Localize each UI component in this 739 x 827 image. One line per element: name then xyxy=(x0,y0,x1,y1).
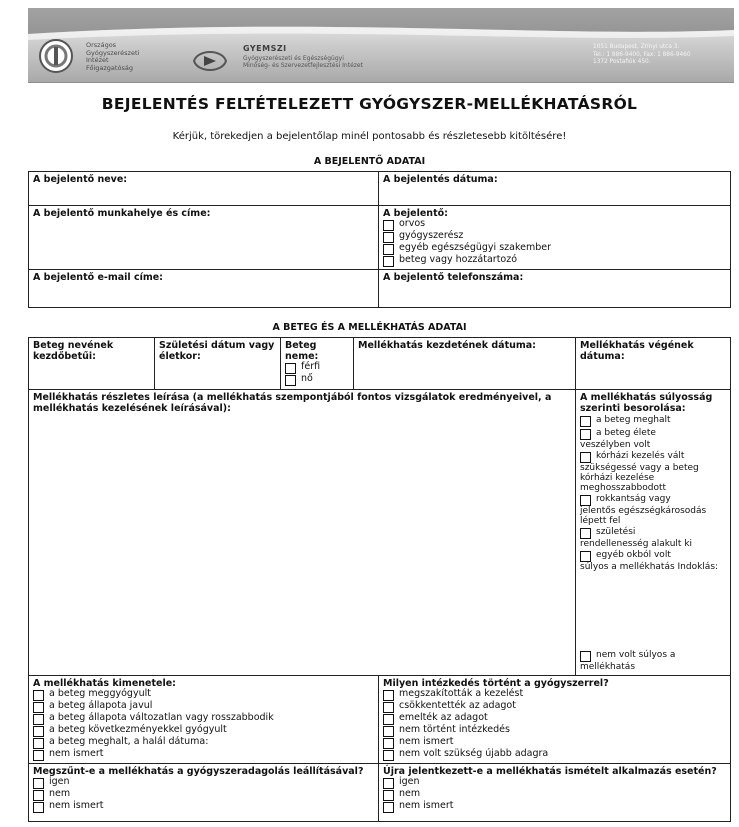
checkbox-icon[interactable] xyxy=(383,726,394,737)
patient-initials-label: Beteg nevének kezdőbetűi: xyxy=(33,340,114,362)
option-label: nem ismert xyxy=(399,736,454,747)
option-label: a beteg meghalt xyxy=(596,415,671,425)
checkbox-icon[interactable] xyxy=(383,738,394,749)
checkbox-icon[interactable] xyxy=(580,528,591,539)
reporter-table xyxy=(28,171,731,308)
option-label: születési xyxy=(596,527,636,537)
option-label: a beteg meggyógyult xyxy=(49,688,151,699)
option-label: egyéb okból volt xyxy=(596,550,671,560)
checkbox-icon[interactable] xyxy=(285,375,296,386)
reporter-workplace-field[interactable] xyxy=(29,206,379,270)
option-label: a beteg állapota változatlan vagy rosszabbodik xyxy=(49,712,274,723)
reporter-name-field[interactable] xyxy=(29,172,379,206)
checkbox-icon[interactable] xyxy=(33,750,44,761)
option-label: kórházi kezelés vált xyxy=(596,451,685,461)
sex-option-female[interactable] xyxy=(285,374,349,386)
rechallenge-cell xyxy=(379,764,731,822)
dechallenge-option-unknown[interactable] xyxy=(33,801,374,813)
dechallenge-label: Megszűnt-e a mellékhatás a gyógyszeradagolás leállításával? xyxy=(33,766,364,777)
option-label: nem volt súlyos a xyxy=(596,650,676,660)
checkbox-icon[interactable] xyxy=(383,702,394,713)
reporter-phone-field[interactable] xyxy=(379,270,731,308)
checkbox-icon[interactable] xyxy=(580,495,591,506)
option-label: a beteg következményekkel gyógyult xyxy=(49,724,227,735)
option-label: nő xyxy=(301,373,313,384)
address-block xyxy=(593,44,691,67)
ogyi-logo-icon xyxy=(38,38,74,74)
action-label: Milyen intézkedés történt a gyógyszerrel? xyxy=(383,678,609,689)
reaction-onset-field[interactable] xyxy=(354,338,576,390)
checkbox-icon[interactable] xyxy=(33,690,44,701)
option-label: egyéb egészségügyi szakember xyxy=(399,242,552,253)
address-line: Tel.: 1 886-9400, Fax: 1 886-9460 xyxy=(593,51,691,58)
checkbox-icon[interactable] xyxy=(285,363,296,374)
option-label: orvos xyxy=(399,218,426,229)
address-line: 1051 Budapest, Zrínyi utca 3. xyxy=(593,44,680,50)
option-label-continued: jelentős egészségkárosodás lépett fel xyxy=(580,506,707,526)
checkbox-icon[interactable] xyxy=(383,750,394,761)
section-heading-reporter: A BEJELENTŐ ADATAI xyxy=(313,156,426,167)
checkbox-icon[interactable] xyxy=(580,416,591,427)
checkbox-icon[interactable] xyxy=(33,702,44,713)
checkbox-icon[interactable] xyxy=(383,690,394,701)
checkbox-icon[interactable] xyxy=(33,778,44,789)
dechallenge-option-yes[interactable] xyxy=(33,777,374,789)
section-heading-patient: A BETEG ÉS A MELLÉKHATÁS ADATAI xyxy=(272,322,467,333)
sex-option-male[interactable] xyxy=(285,362,349,374)
gyemszi-subtitle xyxy=(243,55,363,69)
reaction-onset-label: Mellékhatás kezdetének dátuma: xyxy=(358,340,536,351)
checkbox-icon[interactable] xyxy=(580,429,591,440)
org1-line: Főigazgatóság xyxy=(86,63,133,72)
outcome-cell xyxy=(29,676,379,764)
checkbox-icon[interactable] xyxy=(383,714,394,725)
option-label: férfi xyxy=(301,361,321,372)
patient-birth-field[interactable] xyxy=(155,338,281,390)
org2-line: Minőség- és Szervezetfejlesztési Intézet xyxy=(243,62,363,69)
checkbox-icon[interactable] xyxy=(33,738,44,749)
severity-option-disability[interactable] xyxy=(580,494,726,526)
report-date-label: A bejelentés dátuma: xyxy=(383,174,498,185)
checkbox-icon[interactable] xyxy=(383,232,394,243)
severity-option-not-serious[interactable] xyxy=(580,649,725,672)
rechallenge-option-unknown[interactable] xyxy=(383,801,726,813)
checkbox-icon[interactable] xyxy=(580,452,591,463)
severity-option-hospitalization[interactable] xyxy=(580,451,726,493)
severity-option-died[interactable] xyxy=(580,415,726,427)
checkbox-icon[interactable] xyxy=(33,714,44,725)
option-label: csökkentették az adagot xyxy=(399,700,516,711)
reaction-description-label: Mellékhatás részletes leírása (a mellékhatás szempontjából fontos vizsgálatok eredményeivel, a mellékhatás kezelésének leírásával): xyxy=(33,392,552,414)
outcome-label: A mellékhatás kimenetele: xyxy=(33,678,176,689)
option-label: nem ismert xyxy=(399,800,454,811)
gyemszi-logo-icon xyxy=(188,46,232,76)
option-label: rokkantság vagy xyxy=(596,494,671,504)
reporter-workplace-label: A bejelentő munkahelye és címe: xyxy=(33,208,211,219)
checkbox-icon[interactable] xyxy=(580,551,591,562)
option-label: a beteg meghalt, a halál dátuma: xyxy=(49,736,209,747)
checkbox-icon[interactable] xyxy=(33,726,44,737)
option-label: emelték az adagot xyxy=(399,712,488,723)
patient-birth-label: Születési dátum vagy életkor: xyxy=(159,340,275,362)
reporter-type-cell xyxy=(379,206,731,270)
option-label: nem volt szükség újabb adagra xyxy=(399,748,549,759)
option-label: beteg vagy hozzátartozó xyxy=(399,254,518,265)
org1-line: Országos xyxy=(86,41,117,49)
option-label: a beteg élete xyxy=(596,428,656,438)
reaction-end-field[interactable] xyxy=(576,338,731,390)
gyemszi-name: GYEMSZI xyxy=(243,44,287,53)
reporter-type-label: A bejelentő: xyxy=(383,208,448,219)
option-label-continued: veszélyben volt xyxy=(580,440,651,450)
patient-sex-label: Beteg neme: xyxy=(285,340,319,362)
patient-initials-field[interactable] xyxy=(29,338,155,390)
option-label-continued: mellékhatás xyxy=(580,662,636,672)
checkbox-icon[interactable] xyxy=(383,790,394,801)
option-label: nem ismert xyxy=(49,800,104,811)
reporter-name-label: A bejelentő neve: xyxy=(33,174,128,185)
org2-line: Gyógyszerészeti és Egészségügyi xyxy=(243,55,344,62)
reporter-email-field[interactable] xyxy=(29,270,379,308)
rechallenge-option-yes[interactable] xyxy=(383,777,726,789)
checkbox-icon[interactable] xyxy=(383,802,394,813)
option-label-continued: rendellenesség alakult ki xyxy=(580,539,693,549)
rechallenge-label: Újra jelentkezett-e a mellékhatás ismételt alkalmazás esetén? xyxy=(383,766,717,777)
option-label: nem történt intézkedés xyxy=(399,724,510,735)
severity-label: A mellékhatás súlyosság szerinti besorolása: xyxy=(580,392,713,414)
address-line: 1372 Postafiók 450. xyxy=(593,59,651,65)
reporter-phone-label: A bejelentő telefonszáma: xyxy=(383,272,524,283)
checkbox-icon[interactable] xyxy=(383,220,394,231)
option-label: nem ismert xyxy=(49,748,104,759)
org1-line: Intézet xyxy=(86,56,109,64)
outcome-table xyxy=(28,675,731,822)
outcome-option-unknown[interactable] xyxy=(33,749,374,761)
document-title: BEJELENTÉS FELTÉTELEZETT GYÓGYSZER-MELLÉKHATÁSRÓL xyxy=(101,95,638,113)
severity-cell xyxy=(576,390,731,676)
reporter-email-label: A bejelentő e-mail címe: xyxy=(33,272,163,283)
reaction-description-field[interactable] xyxy=(29,390,576,676)
ogyi-name xyxy=(86,42,139,72)
checkbox-icon[interactable] xyxy=(383,256,394,267)
checkbox-icon[interactable] xyxy=(33,802,44,813)
report-date-field[interactable] xyxy=(379,172,731,206)
option-label-continued: szükségessé vagy a beteg kórházi kezelése meghosszabbodott xyxy=(580,463,699,493)
checkbox-icon[interactable] xyxy=(33,790,44,801)
patient-sex-cell xyxy=(281,338,354,390)
severity-option-life-threatening[interactable] xyxy=(580,428,726,450)
severity-option-congenital[interactable] xyxy=(580,527,726,549)
severity-option-other[interactable] xyxy=(580,550,726,572)
action-cell xyxy=(379,676,731,764)
instruction-text: Kérjük, törekedjen a bejelentőlap minél pontosabb és részletesebb kitöltésére! xyxy=(172,131,567,142)
checkbox-icon[interactable] xyxy=(383,778,394,789)
patient-reaction-table xyxy=(28,337,731,676)
dechallenge-cell xyxy=(29,764,379,822)
org1-line: Gyógyszerészeti xyxy=(86,48,140,57)
reaction-end-label: Mellékhatás végének dátuma: xyxy=(580,340,694,362)
option-label: igen xyxy=(399,776,420,787)
option-label: igen xyxy=(49,776,70,787)
letterhead xyxy=(28,8,734,83)
checkbox-icon[interactable] xyxy=(383,244,394,255)
reporter-option-patient[interactable] xyxy=(383,255,726,267)
option-label-continued: súlyos a mellékhatás Indoklás: xyxy=(580,562,719,572)
option-label: a beteg állapota javul xyxy=(49,700,153,711)
option-label: megszakították a kezelést xyxy=(399,688,524,699)
checkbox-icon[interactable] xyxy=(580,651,591,662)
action-option-not-needed[interactable] xyxy=(383,749,726,761)
option-label: gyógyszerész xyxy=(399,230,464,241)
option-label: nem xyxy=(49,788,71,799)
option-label: nem xyxy=(399,788,421,799)
